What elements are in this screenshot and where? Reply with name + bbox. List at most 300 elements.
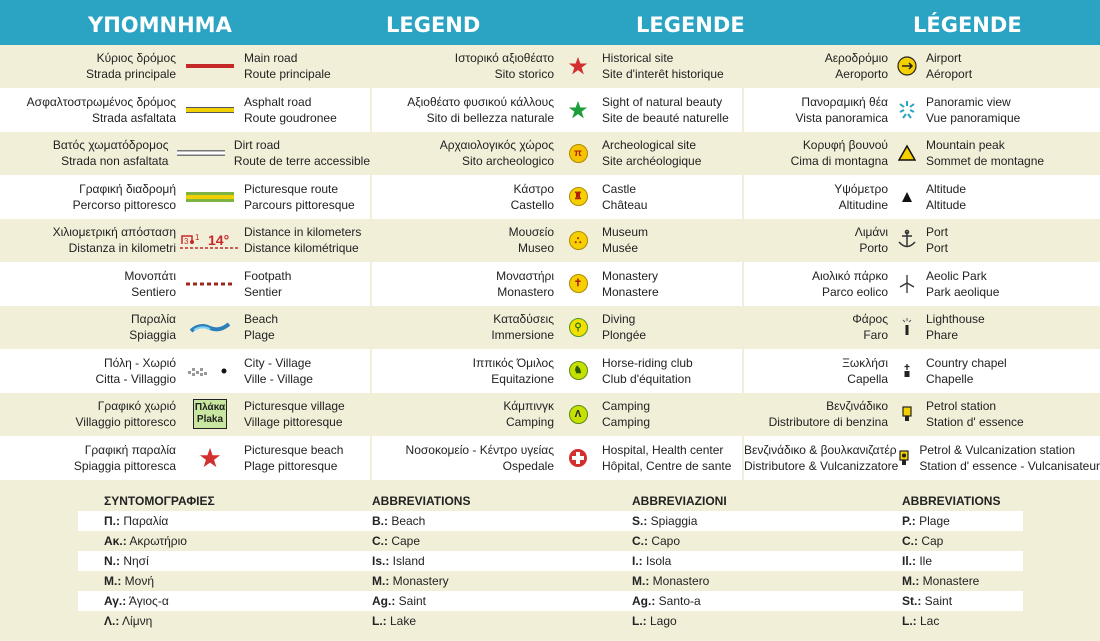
label-italian: Percorso pittoresco [72, 197, 176, 212]
legend-row [372, 176, 742, 220]
abbreviation-cell [372, 594, 426, 608]
label-french: Site archéologique [602, 154, 702, 169]
picturesque-village-icon: Πλάκα Plaka [193, 399, 227, 429]
label-french: Altitude [926, 197, 967, 212]
legend-row [372, 306, 742, 350]
legend-left-text [372, 94, 554, 126]
legend-left-text [372, 311, 554, 343]
legend-right-text [598, 398, 650, 430]
label-greek: Πανοραμική θέα [801, 94, 888, 109]
legend-left-text [744, 268, 888, 300]
legend-symbol [892, 362, 922, 380]
abbreviation-key: Π.: [104, 514, 120, 528]
legend-symbol [558, 405, 598, 424]
legend-symbol [892, 191, 922, 203]
abbreviation-value: Παραλία [120, 514, 169, 528]
abbreviation-cell [104, 514, 168, 528]
label-french: Site d'interêt historique [602, 67, 724, 82]
header-french: LÉGENDE [913, 13, 1022, 37]
legend-symbol [892, 404, 922, 424]
legend-row [0, 132, 370, 176]
abbreviation-cell [902, 534, 943, 548]
legend-left-text [0, 398, 176, 430]
legend-right-text [240, 442, 343, 474]
legend-row [0, 393, 370, 437]
label-english: Petrol station [926, 399, 997, 414]
label-english: Dirt road [233, 138, 280, 153]
abbreviation-cell [632, 594, 701, 608]
abbreviation-value: Beach [388, 514, 426, 528]
label-italian: Ospedale [502, 458, 554, 473]
label-italian: Sentiero [131, 284, 176, 299]
picturesque-route-icon [186, 191, 234, 203]
petrol-station-icon [900, 404, 914, 424]
label-greek: Αρχαιολογικός χώρος [439, 138, 554, 153]
label-italian: Castello [510, 197, 554, 212]
legend-symbol [180, 191, 240, 203]
legend-left-text [744, 137, 888, 169]
label-french: Distance kilométrique [244, 241, 359, 256]
legend-row [372, 219, 742, 263]
label-english: City - Village [244, 355, 312, 370]
legend-column-2 [372, 45, 742, 480]
legend-left-text [0, 224, 176, 256]
legend-header-bar [0, 0, 1100, 45]
abbreviation-row [78, 551, 1023, 571]
label-french: Station d' essence [926, 415, 1024, 430]
label-italian: Faro [863, 328, 888, 343]
legend-right-text [598, 137, 701, 169]
label-italian: Strada non asfaltata [61, 154, 169, 169]
label-greek: Ασφαλτοστρωμένος δρόμος [26, 94, 176, 109]
label-french: Aéroport [926, 67, 973, 82]
abbreviation-key: Ν.: [104, 554, 120, 568]
header-german: LEGENDE [636, 13, 745, 37]
altitude-icon [901, 191, 913, 203]
abbreviation-value: Island [389, 554, 425, 568]
label-english: Picturesque village [244, 399, 345, 414]
legend-left-text [744, 94, 888, 126]
label-greek: Γραφικό χωριό [97, 399, 176, 414]
abbreviation-cell [104, 574, 154, 588]
abbreviation-key: S.: [632, 514, 648, 528]
legend-left-text [372, 137, 554, 169]
label-english: Aeolic Park [926, 268, 987, 283]
abbreviation-cell [104, 614, 152, 628]
label-french: Club d'équitation [602, 371, 692, 386]
legend-row [0, 437, 370, 481]
label-english: Mountain peak [926, 138, 1005, 153]
legend-left-text [0, 268, 176, 300]
label-english: Castle [602, 181, 637, 196]
legend-right-text [240, 355, 313, 387]
legend-row [372, 132, 742, 176]
abbreviation-value: Lake [386, 614, 417, 628]
svg-text:3: 3 [184, 237, 189, 247]
label-italian: Altitudine [838, 197, 888, 212]
legend-right-text [922, 268, 999, 300]
legend-right-text [598, 181, 647, 213]
label-greek: Παραλία [131, 312, 176, 327]
abbreviation-key: Λ.: [104, 614, 120, 628]
abbreviation-cell [104, 534, 187, 548]
picturesque-beach-icon [199, 447, 221, 469]
label-english: Picturesque beach [244, 442, 344, 457]
label-french: Ville - Village [244, 371, 313, 386]
legend-left-text [372, 181, 554, 213]
label-italian: Distanza in kilometri [68, 241, 176, 256]
abbreviation-cell [632, 554, 671, 568]
label-italian: Camping [505, 415, 554, 430]
abbreviation-cell [632, 574, 709, 588]
legend-left-text [0, 442, 176, 474]
legend-symbol [892, 56, 922, 76]
label-greek: Μοναστήρι [496, 268, 554, 283]
museum-icon: ⛬ [569, 231, 588, 250]
abbreviation-key: M.: [372, 574, 390, 588]
abbreviation-key: Ag.: [372, 594, 396, 608]
abbreviation-cell [902, 594, 952, 608]
legend-symbol [558, 448, 598, 468]
label-english: Main road [244, 51, 298, 66]
abbreviation-value: Lago [646, 614, 677, 628]
abbreviation-cell [902, 614, 939, 628]
legend-left-text [744, 50, 888, 82]
abbreviation-key: M.: [632, 574, 650, 588]
legend-right-text [922, 137, 1044, 169]
panoramic-view-icon [897, 99, 917, 121]
legend-row [372, 263, 742, 307]
legend-row [0, 89, 370, 133]
legend-left-text [744, 398, 888, 430]
legend-symbol [558, 274, 598, 293]
legend-right-text [598, 224, 648, 256]
legend-symbol [180, 447, 240, 469]
abbreviation-row [78, 571, 1023, 591]
header-english: LEGEND [386, 13, 481, 37]
legend-symbol [180, 399, 240, 429]
label-english: Distance in kilometers [244, 225, 362, 240]
abbreviation-key: L.: [372, 614, 387, 628]
legend-row [0, 350, 370, 394]
legend-right-text [598, 268, 659, 300]
label-italian: Citta - Villaggio [95, 371, 176, 386]
abbreviation-value: Lac [916, 614, 940, 628]
abbreviation-value: Monastere [919, 574, 980, 588]
legend-symbol [180, 230, 240, 250]
main-road-icon [186, 61, 234, 71]
legend-right-text [240, 50, 331, 82]
abbreviations-header: ABBREVIAZIONI [632, 494, 727, 508]
abbreviation-key: I.: [632, 554, 643, 568]
legend-right-text [922, 355, 1007, 387]
label-italian: Sito di bellezza naturale [426, 110, 554, 125]
legend-left-text [0, 311, 176, 343]
label-english: Port [926, 225, 949, 240]
legend-symbol [558, 100, 598, 120]
legend-right-text [240, 181, 355, 213]
abbreviation-cell [372, 554, 425, 568]
label-greek: Υψόμετρο [834, 181, 888, 196]
legend-left-text [0, 137, 168, 169]
legend-right-text [922, 181, 966, 213]
legend-row [372, 89, 742, 133]
abbreviation-key: C.: [372, 534, 388, 548]
legend-left-text [372, 50, 554, 82]
label-french: Chapelle [926, 371, 974, 386]
legend-symbol [180, 105, 240, 115]
legend-right-text [598, 94, 729, 126]
label-italian: Strada principale [85, 67, 176, 82]
abbreviation-cell [372, 534, 420, 548]
abbreviation-key: B.: [372, 514, 388, 528]
label-italian: Equitazione [491, 371, 554, 386]
label-english: Country chapel [926, 355, 1007, 370]
label-greek: Αιολικό πάρκο [811, 268, 888, 283]
abbreviation-key: L.: [632, 614, 647, 628]
legend-right-text [598, 355, 693, 387]
label-greek: Ξωκλήσι [842, 355, 888, 370]
legend-right-text [598, 442, 731, 474]
label-greek: Μονοπάτι [124, 268, 176, 283]
legend-symbol [892, 144, 922, 162]
svg-text:1: 1 [195, 233, 200, 243]
port-icon [896, 229, 918, 251]
label-italian: Strada asfaltata [91, 110, 176, 125]
legend-row [0, 176, 370, 220]
label-french: Musée [602, 241, 639, 256]
distance-icon [180, 230, 240, 250]
abbreviation-value: Capo [648, 534, 681, 548]
legend-left-text [0, 181, 176, 213]
natural-beauty-icon [568, 100, 588, 120]
legend-symbol [558, 56, 598, 76]
horse-riding-icon: ♞ [569, 361, 588, 380]
abbreviation-value: Λίμνη [119, 614, 153, 628]
airport-icon [897, 56, 917, 76]
abbreviation-cell [104, 594, 169, 608]
abbreviation-cell [632, 534, 680, 548]
label-italian: Porto [859, 241, 888, 256]
abbreviation-row [78, 531, 1023, 551]
legend-left-text [744, 181, 888, 213]
abbreviation-value: Cap [918, 534, 944, 548]
legend-right-text [922, 50, 972, 82]
abbreviation-cell [902, 574, 979, 588]
abbreviation-value: Saint [395, 594, 427, 608]
svg-text:14°: 14° [208, 232, 230, 249]
label-greek: Γραφική διαδρομή [79, 181, 176, 196]
label-italian: Capella [847, 371, 888, 386]
label-italian: Aeroporto [835, 67, 888, 82]
aeolic-park-icon [896, 273, 918, 295]
label-greek: Γραφική παραλία [84, 442, 176, 457]
abbreviation-value: Άγιος-α [126, 594, 169, 608]
label-french: Park aeolique [926, 284, 1000, 299]
city-village-icon [186, 363, 234, 379]
abbreviation-cell [372, 514, 425, 528]
label-french: Sentier [244, 284, 283, 299]
label-greek: Αξιοθέατο φυσικού κάλλους [407, 94, 554, 109]
abbreviation-cell [902, 514, 950, 528]
legend-symbol [892, 448, 915, 468]
legend-right-text [922, 94, 1020, 126]
abbreviation-key: Ακ.: [104, 534, 127, 548]
label-english: Footpath [244, 268, 292, 283]
abbreviation-key: C.: [632, 534, 648, 548]
label-italian: Vista panoramica [795, 110, 888, 125]
legend-left-text [744, 224, 888, 256]
label-english: Hospital, Health center [602, 442, 724, 457]
abbreviation-value: Santo-a [655, 594, 701, 608]
beach-icon [190, 319, 230, 335]
label-french: Site de beauté naturelle [602, 110, 729, 125]
label-french: Phare [926, 328, 959, 343]
footpath-icon [186, 281, 234, 287]
abbreviation-value: Ile [916, 554, 933, 568]
label-greek: Καταδύσεις [493, 312, 554, 327]
legend-row [744, 350, 1100, 394]
abbreviation-value: Ακρωτήριο [126, 534, 187, 548]
label-french: Station d' essence - Vulcanisateur [919, 458, 1100, 473]
label-greek: Ιππικός Όμιλος [472, 355, 554, 370]
label-italian: Sito archeologico [461, 154, 554, 169]
legend-symbol [558, 144, 598, 163]
label-greek: Μουσείο [508, 225, 554, 240]
abbreviation-cell [632, 514, 697, 528]
abbreviation-value: Μονή [121, 574, 155, 588]
legend-row [0, 45, 370, 89]
legend-row [744, 306, 1100, 350]
legend-row [0, 219, 370, 263]
label-french: Hôpital, Centre de sante [602, 458, 732, 473]
legend-symbol [180, 363, 240, 379]
dirt-road-icon [177, 148, 225, 158]
mountain-peak-icon [898, 144, 916, 162]
label-greek: Φάρος [852, 312, 888, 327]
chapel-icon [900, 362, 914, 380]
abbreviation-cell [104, 554, 149, 568]
label-english: Airport [926, 51, 962, 66]
abbreviation-row [78, 611, 1023, 631]
label-english: Panoramic view [926, 94, 1011, 109]
abbreviation-value: Saint [921, 594, 953, 608]
label-italian: Spiaggia pittoresca [73, 458, 176, 473]
legend-right-text [240, 268, 291, 300]
legend-row [744, 263, 1100, 307]
legend-symbol [892, 99, 922, 121]
legend-right-text [230, 137, 370, 169]
legend-left-text [0, 50, 176, 82]
label-greek: Χιλιομετρική απόσταση [52, 225, 176, 240]
legend-left-text [744, 355, 888, 387]
legend-right-text [598, 50, 724, 82]
label-english: Horse-riding club [602, 355, 693, 370]
legend-column-1 [0, 45, 370, 480]
diving-icon: ⚲ [569, 318, 588, 337]
abbreviation-value: Spiaggia [647, 514, 698, 528]
label-french: Château [602, 197, 648, 212]
abbreviation-cell [902, 554, 932, 568]
label-english: Petrol & Vulcanization station [919, 442, 1076, 457]
legend-symbol [558, 318, 598, 337]
label-greek: Βατός χωματόδρομος [52, 138, 169, 153]
legend-left-text [372, 355, 554, 387]
legend-left-text [372, 224, 554, 256]
label-french: Route de terre accessible [233, 154, 370, 169]
label-italian: Parco eolico [821, 284, 888, 299]
legend-left-text [372, 398, 554, 430]
abbreviation-row [78, 511, 1023, 531]
legend-row [0, 263, 370, 307]
legend-left-text [372, 268, 554, 300]
label-french: Vue panoramique [926, 110, 1021, 125]
legend-right-text [240, 224, 361, 256]
legend-symbol [180, 319, 240, 335]
label-greek: Νοσοκομείο - Κέντρο υγείας [405, 442, 554, 457]
castle-icon: ♜ [569, 187, 588, 206]
label-greek: Αεροδρόμιο [824, 51, 888, 66]
monastery-icon: ✝ [569, 274, 588, 293]
label-french: Port [926, 241, 949, 256]
legend-row [372, 45, 742, 89]
label-english: Beach [244, 312, 279, 327]
label-italian: Immersione [491, 328, 554, 343]
legend-row [744, 132, 1100, 176]
legend-row [372, 393, 742, 437]
legend-symbol [892, 229, 922, 251]
label-italian: Distributore di benzina [768, 415, 888, 430]
vulcanization-station-icon [897, 448, 911, 468]
legend-symbol [558, 231, 598, 250]
label-greek: Βενζινάδικο [826, 399, 888, 414]
label-english: Asphalt road [244, 94, 312, 109]
legend-row [744, 45, 1100, 89]
legend-row [744, 437, 1100, 481]
abbreviations-header: ΣΥΝΤΟΜΟΓΡΑΦΙΕΣ [104, 494, 215, 508]
label-french: Plage [244, 328, 275, 343]
abbreviation-value: Cape [388, 534, 421, 548]
label-french: Monastere [602, 284, 659, 299]
legend-symbol [892, 273, 922, 295]
legend-right-text [240, 94, 337, 126]
abbreviation-value: Monastero [649, 574, 710, 588]
label-greek: Λιμάνι [854, 225, 888, 240]
label-english: Monastery [602, 268, 659, 283]
legend-row [744, 89, 1100, 133]
legend-row [372, 350, 742, 394]
camping-icon: Λ [569, 405, 588, 424]
label-french: Route principale [244, 67, 331, 82]
label-french: Village pittoresque [244, 415, 343, 430]
label-english: Camping [602, 399, 651, 414]
abbreviation-key: Il.: [902, 554, 916, 568]
label-greek: Βενζινάδικο & βουλκανιζατέρ [744, 442, 897, 457]
label-english: Museum [602, 225, 649, 240]
label-italian: Museo [517, 241, 554, 256]
legend-row [744, 176, 1100, 220]
label-greek: Κάστρο [513, 181, 554, 196]
legend-symbol [558, 361, 598, 380]
abbreviations-table [78, 490, 1023, 632]
label-english: Diving [602, 312, 636, 327]
legend-right-text [922, 224, 948, 256]
label-french: Plage pittoresque [244, 458, 338, 473]
abbreviation-key: Αγ.: [104, 594, 127, 608]
abbreviation-value: Plage [915, 514, 950, 528]
legend-left-text [0, 355, 176, 387]
hospital-icon [568, 448, 588, 468]
